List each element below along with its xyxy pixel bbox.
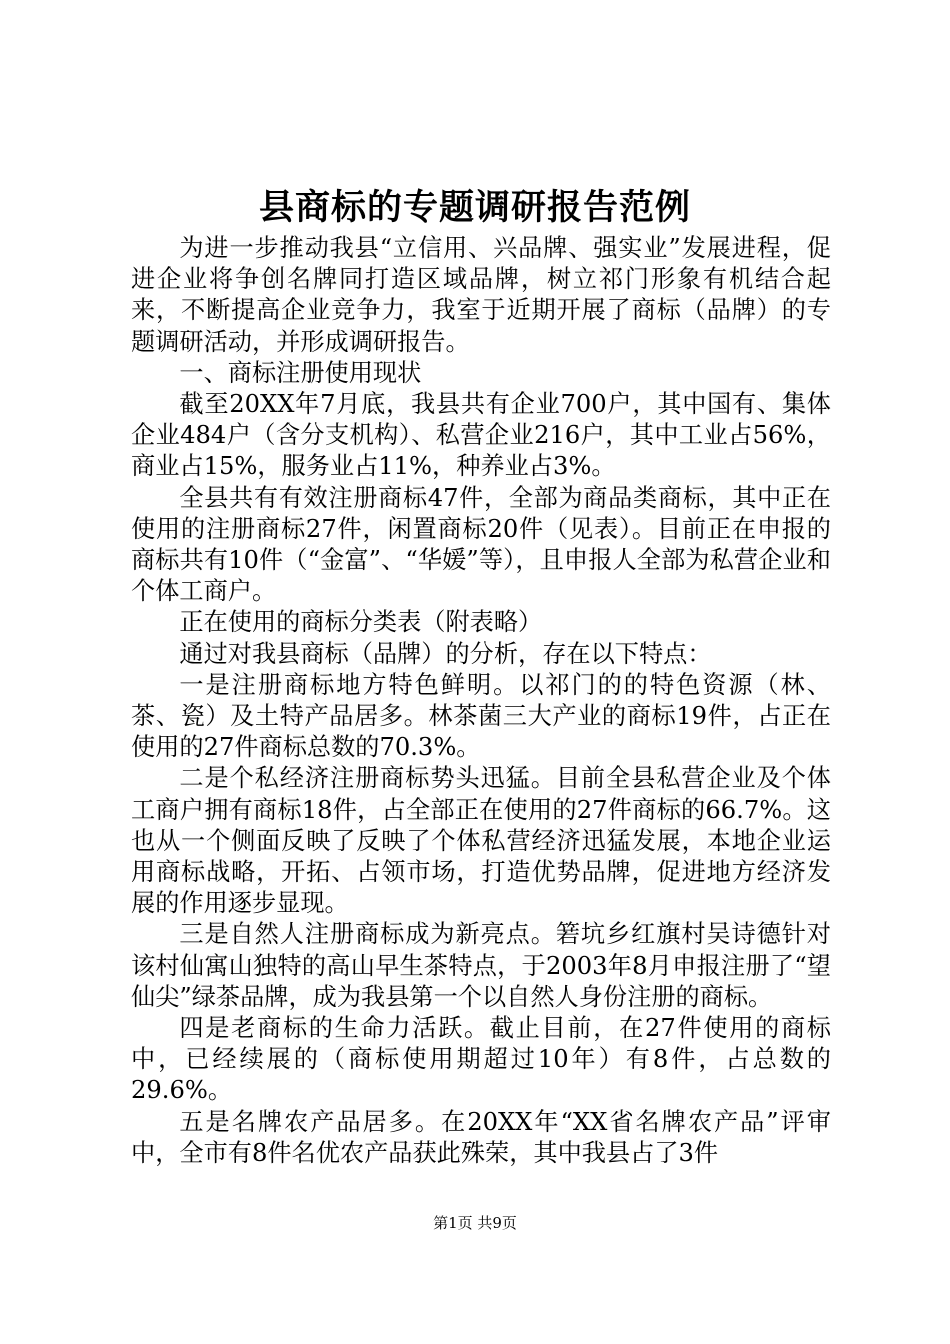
- paragraph-feature-2: 二是个私经济注册商标势头迅猛。目前全县私营企业及个体工商户拥有商标18件，占全部正在使用的27件商标的66.7%。这也从一个侧面反映了反映了个体私营经济迅猛发展，本地企业运用商标战略，开拓、占领市场，打造优势品牌，促进地方经济发展的作用逐步显现。: [131, 764, 831, 918]
- section-heading-1: 一、商标注册使用现状: [179, 358, 422, 387]
- paragraph-enterprise-stats: 截至20XX年7月底，我县共有企业700户，其中国有、集体企业484户（含分支机构）、私营企业216户，其中工业占56%，商业占15%，服务业占11%，种养业占3%。: [131, 390, 831, 481]
- paragraph-trademark-stats: 全县共有有效注册商标47件，全部为商品类商标，其中正在使用的注册商标27件，闲置商标20件（见表）。目前正在申报的商标共有10件（“金富”、“华媛”等），且申报人全部为私营企业和个体工商户。: [131, 483, 831, 606]
- paragraph-feature-1: 一是注册商标地方特色鲜明。以祁门的的特色资源（林、茶、瓷）及土特产品居多。林茶菌三大产业的商标19件，占正在使用的27件商标总数的70.3%。: [131, 670, 831, 762]
- document-body: [131, 233, 831, 1169]
- paragraph-intro: 为进一步推动我县“立信用、兴品牌、强实业”发展进程，促进企业将争创名牌同打造区域品牌，树立祁门形象有机结合起来，不断提高企业竞争力，我室于近期开展了商标（品牌）的专题调研活动，并形成调研报告。: [131, 234, 831, 356]
- page-footer: 第1页 共9页: [433, 1214, 517, 1232]
- paragraph-table-note: 正在使用的商标分类表（附表略）: [179, 608, 543, 637]
- paragraph-feature-4: 四是老商标的生命力活跃。截止目前，在27件使用的商标中，已经续展的（商标使用期超过10年）有8件，占总数的29.6%。: [131, 1014, 831, 1105]
- paragraph-feature-3: 三是自然人注册商标成为新亮点。箬坑乡红旗村吴诗德针对该村仙寓山独特的高山早生茶特点，于2003年8月申报注册了“望仙尖”绿茶品牌，成为我县第一个以自然人身份注册的商标。: [131, 920, 831, 1011]
- paragraph-features-intro: 通过对我县商标（品牌）的分析，存在以下特点：: [179, 639, 712, 668]
- paragraph-feature-5: 五是名牌农产品居多。在20XX年“XX省名牌农产品”评审中，全市有8件名优农产品获此殊荣，其中我县占了3件: [131, 1107, 831, 1167]
- document-title: 县商标的专题调研报告范例: [258, 187, 691, 228]
